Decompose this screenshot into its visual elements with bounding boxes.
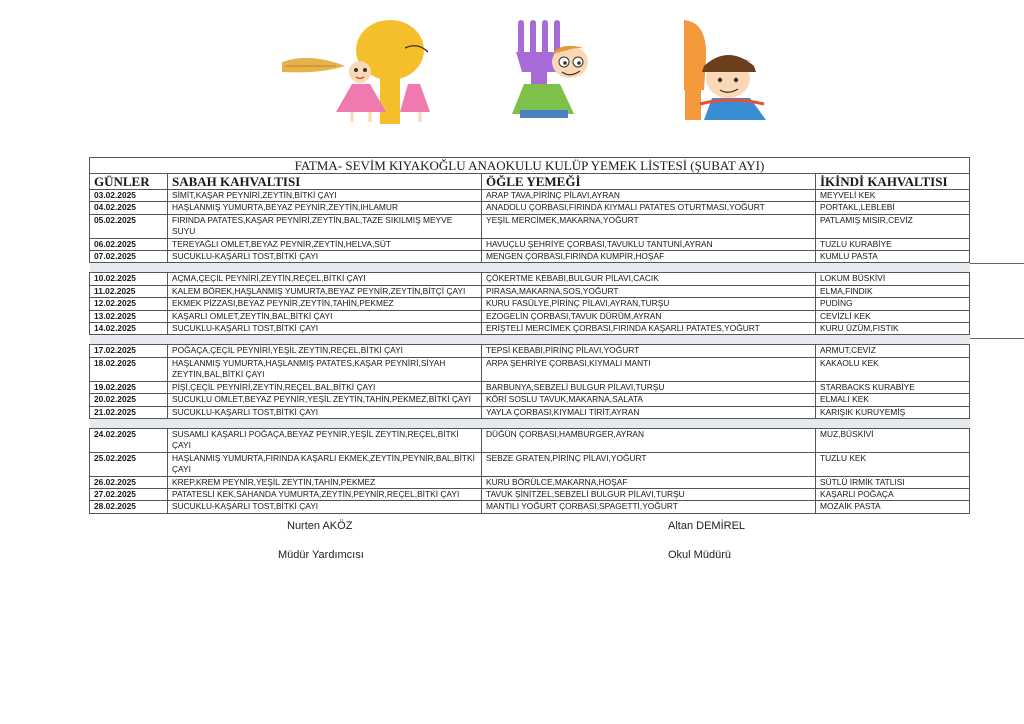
- week-separator-row: [90, 335, 970, 345]
- snack-cell: MOZAİK PASTA: [816, 501, 970, 513]
- column-header-breakfast: SABAH KAHVALTISI: [168, 174, 482, 190]
- table-row: [90, 394, 970, 406]
- breakfast-cell: SUCUKLU-KAŞARLI TOST,BİTKİ ÇAYI: [168, 406, 482, 418]
- lunch-cell: PIRASA,MAKARNA,SOS,YOĞURT: [482, 285, 816, 297]
- column-header-lunch: ÖĞLE YEMEĞİ: [482, 174, 816, 190]
- table-row: [90, 476, 970, 488]
- lunch-cell: ARAP TAVA,PİRİNÇ PİLAVI,AYRAN: [482, 190, 816, 202]
- signature-left-name: Nurten AKÖZ: [287, 520, 353, 532]
- breakfast-cell: HAŞLANMIŞ YUMURTA,BEYAZ PEYNİR,ZEYTİN,IHLAMUR: [168, 202, 482, 214]
- breakfast-cell: SUCUKLU-KAŞARLI TOST,BİTKİ ÇAYI: [168, 251, 482, 263]
- page-title: FATMA- SEVİM KIYAKOĞLU ANAOKULU KULÜP YEMEK LİSTESİ (ŞUBAT AYI): [90, 158, 970, 174]
- snack-cell: KURU ÜZÜM,FISTIK: [816, 323, 970, 335]
- cutlery-kids-illustration: [0, 0, 1024, 150]
- week-separator: [90, 418, 970, 428]
- lunch-cell: EZOGELİN ÇORBASI,TAVUK DÜRÜM,AYRAN: [482, 310, 816, 322]
- breakfast-cell: PİŞİ,ÇEÇİL PEYNİRİ,ZEYTİN,REÇEL,BAL,BİTKİ ÇAYI: [168, 381, 482, 393]
- divider-line: [969, 263, 1024, 264]
- breakfast-cell: SUSAMLI KAŞARLI POĞAÇA,BEYAZ PEYNİR,YEŞİL ZEYTİN,REÇEL,BİTKİ ÇAYI: [168, 428, 482, 452]
- table-row: [90, 298, 970, 310]
- snack-cell: CEVİZLİ KEK: [816, 310, 970, 322]
- breakfast-cell: SUCUKLU OMLET,BEYAZ PEYNİR,YEŞİL ZEYTİN,TAHİN,PEKMEZ,BİTKİ ÇAYI: [168, 394, 482, 406]
- lunch-cell: MANTILI YOĞURT ÇORBASI,SPAGETTİ,YOĞURT: [482, 501, 816, 513]
- table-row: [90, 285, 970, 297]
- date-cell: 21.02.2025: [90, 406, 168, 418]
- breakfast-cell: HAŞLANMIŞ YUMURTA,FIRINDA KAŞARLI EKMEK,ZEYTİN,PEYNİR,BAL,BİTKİ ÇAYI: [168, 452, 482, 476]
- date-cell: 27.02.2025: [90, 488, 168, 500]
- table-row: [90, 428, 970, 452]
- date-cell: 06.02.2025: [90, 238, 168, 250]
- snack-cell: MUZ,BÜSKİVİ: [816, 428, 970, 452]
- table-row: [90, 238, 970, 250]
- snack-cell: SÜTLÜ İRMİK TATLISI: [816, 476, 970, 488]
- date-cell: 13.02.2025: [90, 310, 168, 322]
- lunch-cell: HAVUÇLU ŞEHRİYE ÇORBASI,TAVUKLU TANTUNİ,AYRAN: [482, 238, 816, 250]
- lunch-cell: YEŞİL MERCİMEK,MAKARNA,YOĞURT: [482, 214, 816, 238]
- breakfast-cell: KREP,KREM PEYNİR,YEŞİL ZEYTİN,TAHİN,PEKMEZ: [168, 476, 482, 488]
- breakfast-cell: EKMEK PİZZASI,BEYAZ PEYNİR,ZEYTİN,TAHİN,PEKMEZ: [168, 298, 482, 310]
- breakfast-cell: TEREYAĞLI OMLET,BEYAZ PEYNİR,ZEYTİN,HELVA,SÜT: [168, 238, 482, 250]
- table-row: [90, 310, 970, 322]
- breakfast-cell: SİMİT,KAŞAR PEYNİRİ,ZEYTİN,BİTKİ ÇAYI: [168, 190, 482, 202]
- week-separator: [90, 263, 970, 273]
- table-row: [90, 452, 970, 476]
- week-separator-row: [90, 418, 970, 428]
- lunch-cell: SEBZE GRATEN,PİRİNÇ PİLAVI,YOĞURT: [482, 452, 816, 476]
- date-cell: 03.02.2025: [90, 190, 168, 202]
- menu-body: [90, 190, 970, 514]
- breakfast-cell: POĞAÇA,ÇEÇİL PEYNİRİ,YEŞİL ZEYTİN,REÇEL,BİTKİ ÇAYI: [168, 345, 482, 357]
- date-cell: 14.02.2025: [90, 323, 168, 335]
- lunch-cell: YAYLA ÇORBASI,KIYMALI TİRİT,AYRAN: [482, 406, 816, 418]
- column-header-row: [90, 174, 970, 190]
- lunch-cell: ERİŞTELİ MERCİMEK ÇORBASI,FIRINDA KAŞARLI PATATES,YOĞURT: [482, 323, 816, 335]
- snack-cell: KAŞARLI POĞAÇA: [816, 488, 970, 500]
- date-cell: 05.02.2025: [90, 214, 168, 238]
- menu-table: [89, 157, 970, 514]
- snack-cell: PUDİNG: [816, 298, 970, 310]
- lunch-cell: DÜĞÜN ÇORBASI,HAMBURGER,AYRAN: [482, 428, 816, 452]
- signature-right-title: Okul Müdürü: [668, 549, 731, 561]
- table-row: [90, 345, 970, 357]
- lunch-cell: MENGEN ÇORBASI,FIRINDA KUMPİR,HOŞAF: [482, 251, 816, 263]
- date-cell: 18.02.2025: [90, 357, 168, 381]
- date-cell: 07.02.2025: [90, 251, 168, 263]
- fork-boy-icon: [512, 20, 590, 118]
- lunch-cell: ANADOLU ÇORBASI,FIRINDA KIYMALI PATATES OTURTMASI,YOĞURT: [482, 202, 816, 214]
- breakfast-cell: KAŞARLI OMLET,ZEYTİN,BAL,BİTKİ ÇAYI: [168, 310, 482, 322]
- table-row: [90, 273, 970, 285]
- table-row: [90, 381, 970, 393]
- column-header-snack: İKİNDİ KAHVALTISI: [816, 174, 970, 190]
- breakfast-cell: SUCUKLU-KAŞARLI TOST,BİTKİ ÇAYI: [168, 501, 482, 513]
- snack-cell: ELMA,FINDIK: [816, 285, 970, 297]
- table-row: [90, 202, 970, 214]
- table-row: [90, 214, 970, 238]
- lunch-cell: KURU BÖRÜLCE,MAKARNA,HOŞAF: [482, 476, 816, 488]
- date-cell: 17.02.2025: [90, 345, 168, 357]
- table-title-row: [90, 158, 970, 174]
- lunch-cell: KÖRİ SOSLU TAVUK,MAKARNA,SALATA: [482, 394, 816, 406]
- week-separator: [90, 335, 970, 345]
- knife-boy-icon: [684, 20, 766, 120]
- table-row: [90, 251, 970, 263]
- snack-cell: STARBACKS KURABİYE: [816, 381, 970, 393]
- snack-cell: PORTAKL,LEBLEBİ: [816, 202, 970, 214]
- signature-left-title: Müdür Yardımcısı: [278, 549, 364, 561]
- snack-cell: TUZLU KEK: [816, 452, 970, 476]
- table-row: [90, 323, 970, 335]
- snack-cell: PATLAMIŞ MISIR,CEVİZ: [816, 214, 970, 238]
- date-cell: 20.02.2025: [90, 394, 168, 406]
- divider-line: [969, 338, 1024, 339]
- signature-right-name: Altan DEMİREL: [668, 520, 746, 532]
- date-cell: 25.02.2025: [90, 452, 168, 476]
- snack-cell: ARMUT,CEVİZ: [816, 345, 970, 357]
- date-cell: 26.02.2025: [90, 476, 168, 488]
- date-cell: 12.02.2025: [90, 298, 168, 310]
- table-row: [90, 488, 970, 500]
- table-row: [90, 190, 970, 202]
- lunch-cell: BARBUNYA,SEBZELİ BULGUR PİLAVI,TURŞU: [482, 381, 816, 393]
- breakfast-cell: HAŞLANMIŞ YUMURTA,HAŞLANMIŞ PATATES,KAŞAR PEYNİRİ,SİYAH ZEYTİN,BAL,BİTKİ ÇAYI: [168, 357, 482, 381]
- column-header-days: GÜNLER: [90, 174, 168, 190]
- snack-cell: ELMALI KEK: [816, 394, 970, 406]
- date-cell: 24.02.2025: [90, 428, 168, 452]
- snack-cell: MEYVELİ KEK: [816, 190, 970, 202]
- date-cell: 19.02.2025: [90, 381, 168, 393]
- table-row: [90, 406, 970, 418]
- snack-cell: KARIŞIK KURUYEMİŞ: [816, 406, 970, 418]
- table-row: [90, 501, 970, 513]
- table-row: [90, 357, 970, 381]
- lunch-cell: TEPSİ KEBABI,PİRİNÇ PİLAVI,YOĞURT: [482, 345, 816, 357]
- lunch-cell: KURU FASÜLYE,PİRİNÇ PİLAVI,AYRAN,TURŞU: [482, 298, 816, 310]
- snack-cell: TUZLU KURABİYE: [816, 238, 970, 250]
- lunch-cell: ÇÖKERTME KEBABI,BULGUR PİLAVI,CACIK: [482, 273, 816, 285]
- snack-cell: KUMLU PASTA: [816, 251, 970, 263]
- lunch-cell: TAVUK ŞİNİTZEL,SEBZELİ BULGUR PİLAVI,TURŞU: [482, 488, 816, 500]
- lunch-cell: ARPA ŞEHRİYE ÇORBASI,KIYMALI MANTI: [482, 357, 816, 381]
- date-cell: 11.02.2025: [90, 285, 168, 297]
- breakfast-cell: KALEM BÖREK,HAŞLANMIŞ YUMURTA,BEYAZ PEYNİR,ZEYTİN,BİTÇİ ÇAYI: [168, 285, 482, 297]
- breakfast-cell: PATATESLİ KEK,SAHANDA YUMURTA,ZEYTİN,PEYNİR,REÇEL,BİTKİ ÇAYI: [168, 488, 482, 500]
- breakfast-cell: AÇMA,ÇEÇİL PEYNİRİ,ZEYTİN,REÇEL,BİTKİ ÇAYI: [168, 273, 482, 285]
- breakfast-cell: SUCUKLU-KAŞARLI TOST,BİTKİ ÇAYI: [168, 323, 482, 335]
- breakfast-cell: FIRINDA PATATES,KAŞAR PEYNİRİ,ZEYTİN,BAL,TAZE SIKILMIŞ MEYVE SUYU: [168, 214, 482, 238]
- spoon-girl-icon: [282, 20, 430, 124]
- snack-cell: LOKUM BÜSKİVİ: [816, 273, 970, 285]
- snack-cell: KAKAOLU KEK: [816, 357, 970, 381]
- date-cell: 10.02.2025: [90, 273, 168, 285]
- week-separator-row: [90, 263, 970, 273]
- date-cell: 04.02.2025: [90, 202, 168, 214]
- date-cell: 28.02.2025: [90, 501, 168, 513]
